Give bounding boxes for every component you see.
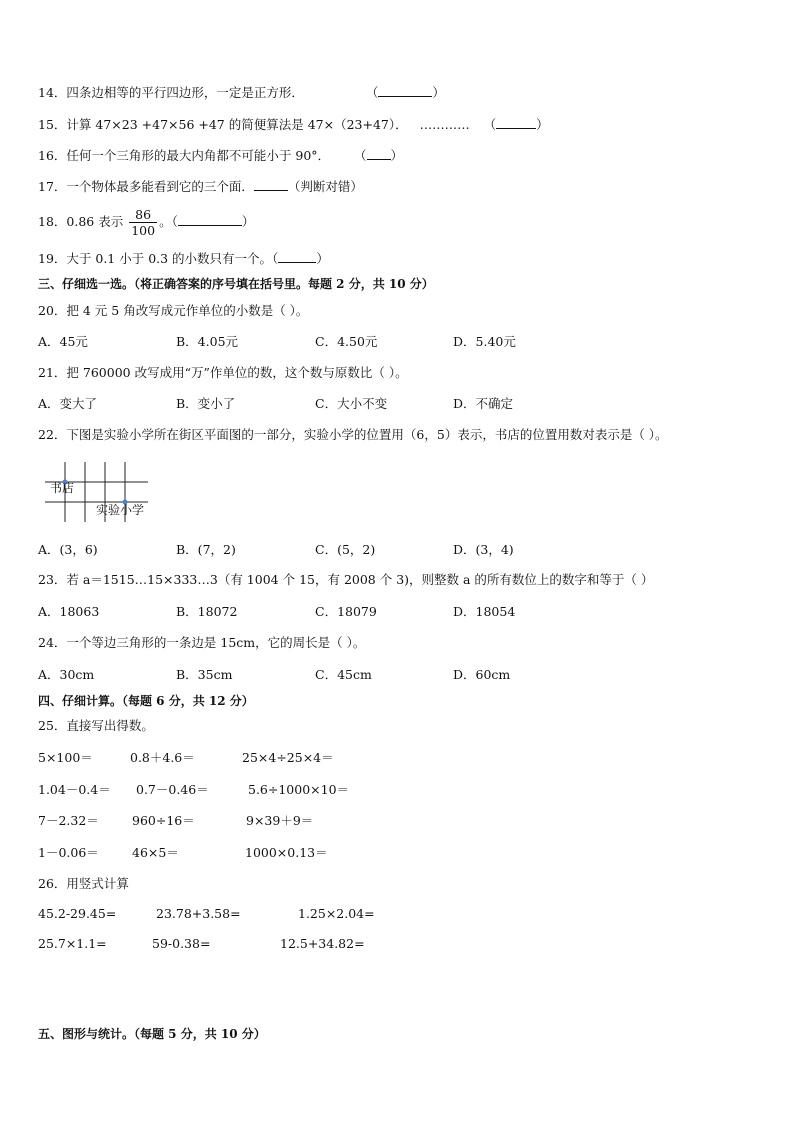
question-22-text: 22．下图是实验小学所在街区平面图的一部分，实验小学的位置用（6，5）表示，书店的位置用数对表示是（ ）。 bbox=[38, 427, 668, 442]
question-17-text: 17．一个物体最多能看到它的三个面． bbox=[38, 179, 254, 194]
option-d[interactable]: D．5.40元 bbox=[453, 334, 516, 349]
answer-paren-close: ） bbox=[241, 214, 255, 229]
question-21-text: 21．把 760000 改写成用“万”作单位的数，这个数与原数比（ ）。 bbox=[38, 365, 408, 380]
answer-paren-open: （ bbox=[365, 85, 379, 100]
question-16 bbox=[38, 147, 403, 164]
option-a[interactable]: A．45元 bbox=[38, 334, 88, 349]
calc-item: 960÷16＝ bbox=[132, 813, 195, 828]
calc-item: 1－0.06＝ bbox=[38, 845, 99, 860]
option-d[interactable]: D．(3，4) bbox=[453, 542, 514, 557]
question-18-prefix: 18．0.86 表示 bbox=[38, 214, 124, 229]
answer-blank-16[interactable] bbox=[367, 147, 391, 160]
calc-item: 1000×0.13＝ bbox=[245, 845, 328, 860]
calc-item: 0.8＋4.6＝ bbox=[130, 750, 195, 765]
option-a[interactable]: A．18063 bbox=[38, 604, 100, 619]
answer-paren-close: ） bbox=[536, 117, 549, 132]
vertical-calc-item: 12.5+34.82= bbox=[280, 936, 365, 951]
calc-item: 0.7－0.46＝ bbox=[136, 782, 209, 797]
calc-item: 25×4÷25×4＝ bbox=[242, 750, 334, 765]
option-c[interactable]: C．18079 bbox=[315, 604, 377, 619]
question-17 bbox=[38, 178, 363, 195]
option-b[interactable]: B．(7，2) bbox=[176, 542, 236, 557]
fraction-numerator: 86 bbox=[129, 207, 157, 223]
vertical-calc-item: 25.7×1.1= bbox=[38, 936, 107, 951]
section-3-heading: 三、仔细选一选。（将正确答案的序号填在括号里。每题 2 分，共 10 分） bbox=[38, 277, 434, 291]
section-5-heading: 五、图形与统计。（每题 5 分，共 10 分） bbox=[38, 1027, 266, 1041]
calc-item: 9×39＋9＝ bbox=[246, 813, 314, 828]
calc-item: 7－2.32＝ bbox=[38, 813, 99, 828]
option-c[interactable]: C．45cm bbox=[315, 667, 372, 682]
option-a[interactable]: A．30cm bbox=[38, 667, 95, 682]
question-15-text: 15．计算 47×23 +47×56 +47 的简便算法是 47×（23+47）． bbox=[38, 117, 408, 132]
option-a[interactable]: A．变大了 bbox=[38, 396, 98, 411]
question-14 bbox=[38, 84, 445, 101]
option-c[interactable]: C．大小不变 bbox=[315, 396, 388, 411]
option-b[interactable]: B．35cm bbox=[176, 667, 233, 682]
question-20-text: 20．把 4 元 5 角改写成元作单位的小数是（ ）。 bbox=[38, 303, 309, 318]
street-map bbox=[40, 460, 170, 528]
option-b[interactable]: B．4.05元 bbox=[176, 334, 239, 349]
school-label: 实验小学 bbox=[96, 503, 145, 517]
vertical-calc-item: 1.25×2.04= bbox=[298, 906, 375, 921]
question-23-text: 23．若 a＝1515…15×333…3（有 1004 个 15，有 2008 个 3)，则整数 a 的所有数位上的数字和等于（ ） bbox=[38, 572, 654, 587]
vertical-calc-item: 45.2-29.45= bbox=[38, 906, 117, 921]
vertical-calc-item: 23.78+3.58= bbox=[156, 906, 241, 921]
answer-paren-close: ） bbox=[316, 251, 329, 266]
answer-blank-18[interactable] bbox=[178, 213, 242, 226]
fraction-denominator: 100 bbox=[131, 223, 156, 238]
question-14-text: 14．四条边相等的平行四边形，一定是正方形． bbox=[38, 85, 304, 100]
answer-paren-close: ） bbox=[390, 148, 404, 163]
vertical-calc-item: 59-0.38= bbox=[152, 936, 211, 951]
option-b[interactable]: B．18072 bbox=[176, 604, 238, 619]
answer-blank-15[interactable] bbox=[496, 116, 536, 129]
bookstore-label: 书店 bbox=[50, 481, 75, 495]
section-4-heading: 四、仔细计算。（每题 6 分，共 12 分） bbox=[38, 694, 254, 708]
option-c[interactable]: C．(5，2) bbox=[315, 542, 376, 557]
option-d[interactable]: D．60cm bbox=[453, 667, 511, 682]
question-19 bbox=[38, 250, 329, 267]
option-b[interactable]: B．变小了 bbox=[176, 396, 236, 411]
calc-item: 46×5＝ bbox=[132, 845, 179, 860]
question-26-text: 26．用竖式计算 bbox=[38, 876, 129, 891]
question-16-text: 16．任何一个三角形的最大内角都不可能小于 90°． bbox=[38, 148, 331, 163]
question-15 bbox=[38, 116, 549, 133]
option-c[interactable]: C．4.50元 bbox=[315, 334, 378, 349]
option-d[interactable]: D．18054 bbox=[453, 604, 516, 619]
question-24-text: 24．一个等边三角形的一条边是 15cm，它的周长是（ ）。 bbox=[38, 635, 366, 650]
option-d[interactable]: D．不确定 bbox=[453, 396, 514, 411]
answer-paren-open: （ bbox=[354, 148, 367, 163]
question-25-text: 25．直接写出得数。 bbox=[38, 718, 154, 733]
answer-paren-open: （ bbox=[483, 117, 497, 132]
question-18-suffix: 。（ bbox=[159, 214, 178, 229]
answer-blank-14[interactable] bbox=[378, 84, 432, 97]
fraction bbox=[129, 207, 157, 238]
option-a[interactable]: A．(3，6) bbox=[38, 542, 98, 557]
question-18 bbox=[38, 203, 254, 241]
calc-item: 5.6÷1000×10＝ bbox=[248, 782, 350, 797]
answer-paren-close: ） bbox=[432, 85, 445, 100]
leader-dots: ………… bbox=[419, 117, 470, 132]
answer-blank-19[interactable] bbox=[278, 250, 316, 263]
question-19-text: 19．大于 0.1 小于 0.3 的小数只有一个。（ bbox=[38, 251, 279, 266]
question-17-suffix: （判断对错） bbox=[287, 179, 363, 194]
calc-item: 5×100＝ bbox=[38, 750, 93, 765]
calc-item: 1.04－0.4＝ bbox=[38, 782, 111, 797]
answer-blank-17[interactable] bbox=[254, 178, 288, 191]
